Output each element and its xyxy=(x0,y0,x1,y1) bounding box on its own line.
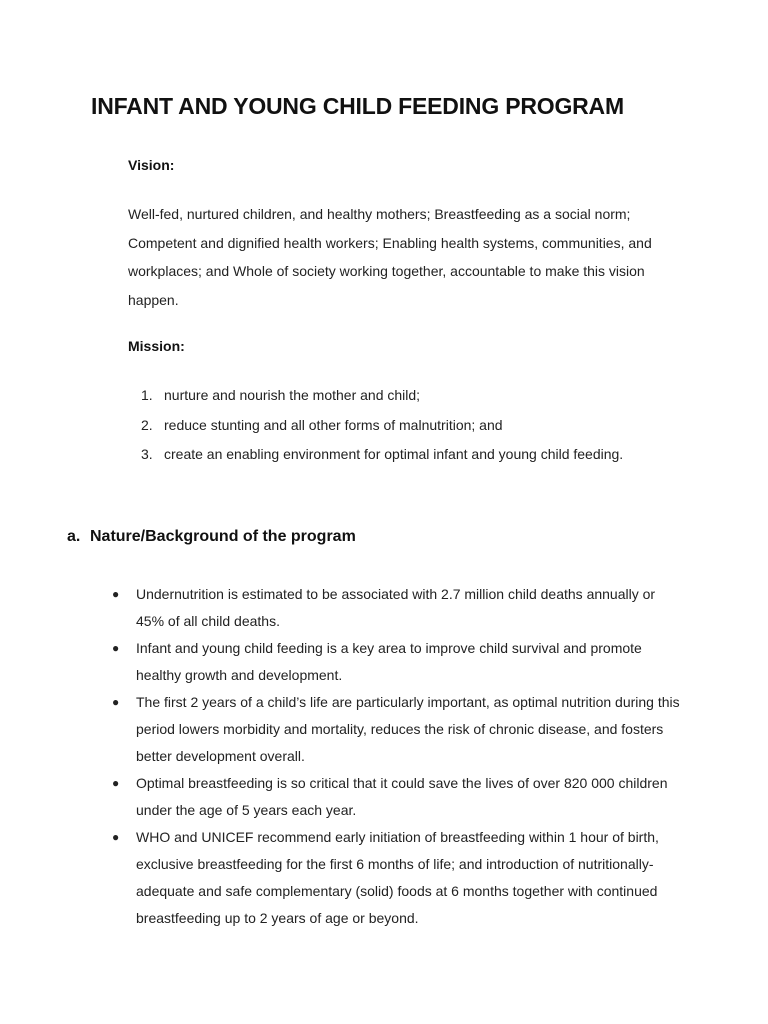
bullet-icon: ● xyxy=(112,641,120,655)
bullet-text: The first 2 years of a child’s life are particularly important, as optimal nutrition during this period lowers morbidity and mortality, reduces the risk of chronic disease, and fosters better development overall. xyxy=(136,694,680,764)
mission-item-text: create an enabling environment for optimal infant and young child feeding. xyxy=(164,446,624,462)
background-bullet-list xyxy=(112,581,692,932)
page-title: INFANT AND YOUNG CHILD FEEDING PROGRAM xyxy=(91,93,624,119)
vision-label: Vision: xyxy=(128,157,175,173)
section-heading xyxy=(67,528,356,546)
section-letter: a. xyxy=(67,528,81,545)
bullet-item xyxy=(112,635,692,689)
mission-item-number: 1. xyxy=(141,387,153,403)
bullet-item xyxy=(112,581,692,635)
bullet-text: Infant and young child feeding is a key area to improve child survival and promote healthy growth and development. xyxy=(136,640,642,683)
bullet-item xyxy=(112,824,692,932)
mission-item xyxy=(128,381,623,411)
mission-list xyxy=(128,381,623,470)
bullet-icon: ● xyxy=(112,830,120,844)
mission-item-text: reduce stunting and all other forms of malnutrition; and xyxy=(164,416,503,433)
bullet-icon: ● xyxy=(112,695,120,709)
section-heading-text: Nature/Background of the program xyxy=(90,528,356,545)
mission-item xyxy=(128,440,623,470)
bullet-icon: ● xyxy=(112,776,120,790)
bullet-item xyxy=(112,689,692,770)
bullet-text: Optimal breastfeeding is so critical that it could save the lives of over 820 000 children under the age of 5 years each year. xyxy=(136,775,668,818)
mission-item-text: nurture and nourish the mother and child; xyxy=(164,387,421,403)
mission-item-number: 2. xyxy=(141,416,153,433)
bullet-text: WHO and UNICEF recommend early initiation of breastfeeding within 1 hour of birth, exclusive breastfeeding for the first 6 months of life; and introduction of nutritionally-adequate and safe complementary (solid) foods at 6 months together with continued breastfeeding up to 2 years of age or beyond. xyxy=(136,829,659,926)
bullet-item xyxy=(112,770,692,824)
mission-item-number: 3. xyxy=(141,446,153,462)
bullet-text: Undernutrition is estimated to be associated with 2.7 million child deaths annually or 45% of all child deaths. xyxy=(136,586,656,629)
bullet-icon: ● xyxy=(112,587,120,601)
mission-item xyxy=(128,411,623,441)
mission-label: Mission: xyxy=(128,338,185,354)
vision-text: Well-fed, nurtured children, and healthy mothers; Breastfeeding as a social norm; Competent and dignified health workers; Enabling health systems, communities, and workplaces; and Whole of society working together, accountable to make this vision happen. xyxy=(128,206,652,308)
